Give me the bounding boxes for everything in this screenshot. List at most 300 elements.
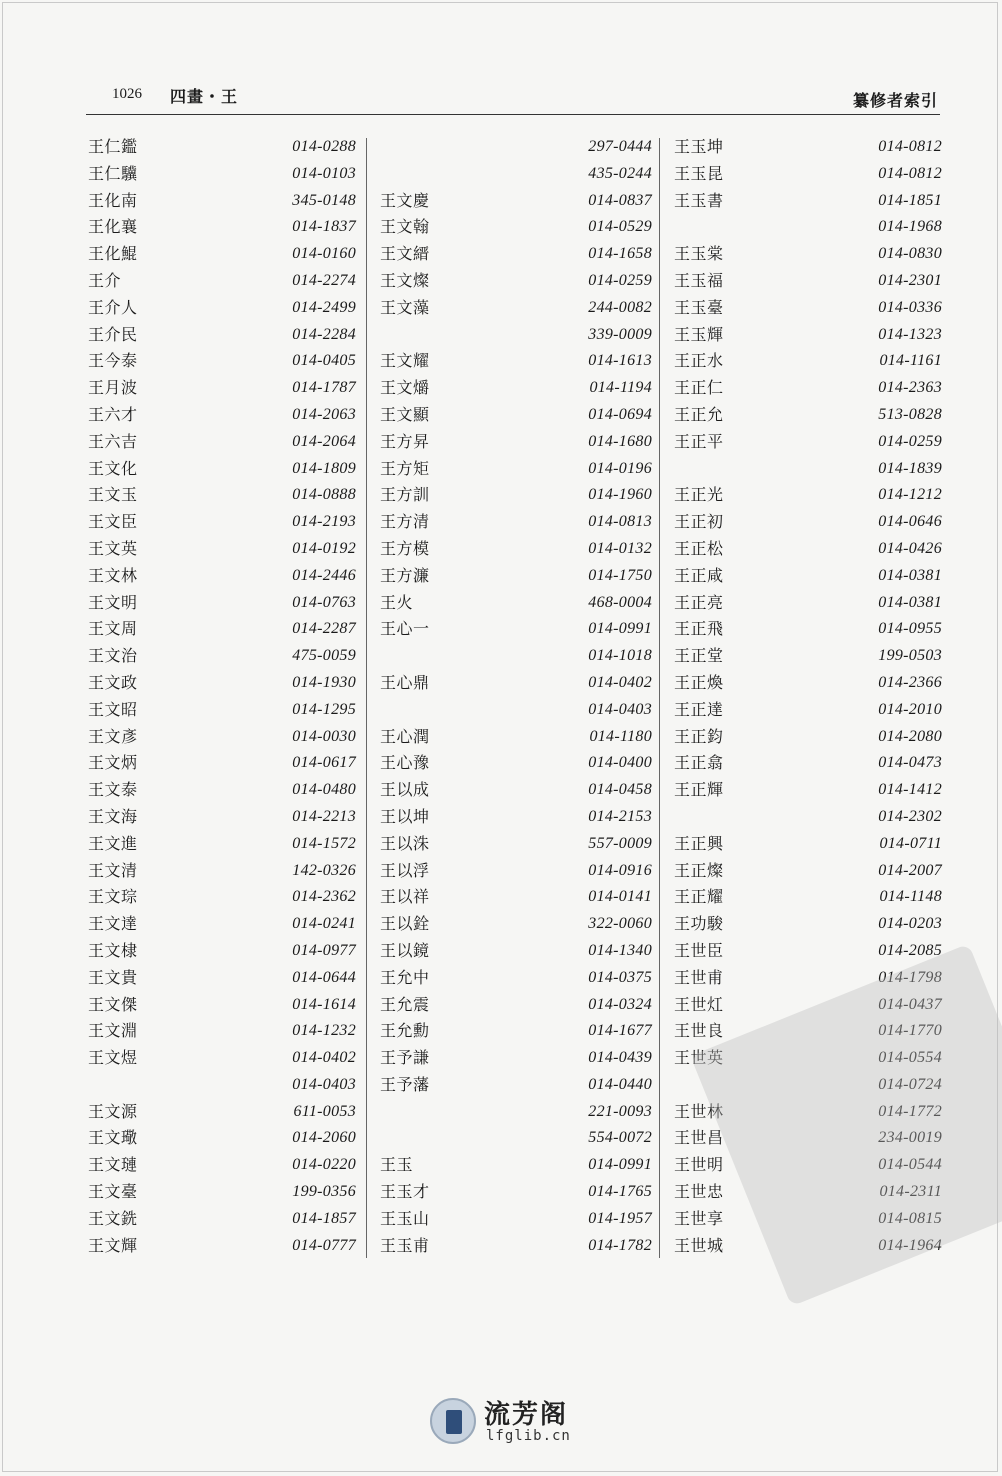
index-entry <box>372 1099 658 1126</box>
reference-code: 014-1212 <box>878 486 942 504</box>
reference-code: 014-1613 <box>588 352 652 370</box>
compiler-name: 王文貴 <box>88 967 138 987</box>
reference-code: 014-0400 <box>588 754 652 772</box>
index-entry <box>666 295 948 322</box>
index-entry <box>666 590 948 617</box>
compiler-name: 王正翕 <box>674 753 724 773</box>
compiler-name: 王文淵 <box>88 1021 138 1041</box>
index-entry <box>372 241 658 268</box>
index-entry <box>666 643 948 670</box>
compiler-name: 王文治 <box>88 646 138 666</box>
reference-code: 014-1857 <box>292 1209 356 1227</box>
reference-code: 014-0617 <box>292 754 356 772</box>
compiler-name: 王以銓 <box>380 914 430 934</box>
compiler-name: 王方模 <box>380 538 430 558</box>
reference-code: 014-0288 <box>292 138 356 155</box>
index-entry <box>666 911 948 938</box>
index-entry <box>80 750 362 777</box>
index-entry <box>372 911 658 938</box>
index-entry <box>666 804 948 831</box>
compiler-name: 王玉甫 <box>380 1235 430 1255</box>
reference-code: 199-0503 <box>878 647 942 665</box>
compiler-name: 王以浮 <box>380 860 430 880</box>
reference-code: 345-0148 <box>292 191 356 209</box>
index-entry <box>372 938 658 965</box>
reference-code: 014-0694 <box>588 405 652 423</box>
reference-code: 014-0763 <box>292 593 356 611</box>
index-entry <box>80 965 362 992</box>
index-entry <box>666 563 948 590</box>
compiler-name: 王文清 <box>88 860 138 880</box>
index-entry <box>80 134 362 161</box>
index-entry <box>372 563 658 590</box>
compiler-name: 王月波 <box>88 378 138 398</box>
index-entry <box>80 482 362 509</box>
compiler-name: 王心鼎 <box>380 672 430 692</box>
index-column-2 <box>372 134 658 1259</box>
reference-code: 014-1018 <box>588 647 652 665</box>
reference-code: 014-0529 <box>588 218 652 236</box>
compiler-name: 王文燦 <box>380 270 430 290</box>
reference-code: 554-0072 <box>588 1129 652 1147</box>
reference-code: 014-1412 <box>878 781 942 799</box>
index-entry <box>666 884 948 911</box>
index-entry <box>372 1045 658 1072</box>
index-entry <box>666 724 948 751</box>
compiler-name: 王心潤 <box>380 726 430 746</box>
reference-code: 014-1787 <box>292 379 356 397</box>
reference-code: 557-0009 <box>588 834 652 852</box>
compiler-name: 王正達 <box>674 699 724 719</box>
index-entry <box>80 911 362 938</box>
reference-code: 014-0375 <box>588 968 652 986</box>
index-entry <box>80 670 362 697</box>
index-entry <box>372 1018 658 1045</box>
reference-code: 014-0480 <box>292 781 356 799</box>
compiler-name: 王玉輝 <box>674 324 724 344</box>
index-title: 纂修者索引 <box>852 91 938 110</box>
reference-code: 014-1180 <box>589 727 652 745</box>
reference-code: 244-0082 <box>588 298 652 316</box>
compiler-name: 王化襄 <box>88 217 138 237</box>
reference-code: 014-2153 <box>588 807 652 825</box>
reference-code: 014-1572 <box>292 834 356 852</box>
reference-code: 014-1680 <box>588 432 652 450</box>
index-entry <box>372 295 658 322</box>
compiler-name: 王正鈞 <box>674 726 724 746</box>
index-entry <box>666 241 948 268</box>
compiler-name: 王六才 <box>88 404 138 424</box>
page-number: 1026 <box>112 86 142 102</box>
column-divider <box>659 138 660 1258</box>
compiler-name: 王玉 <box>380 1155 414 1175</box>
index-entry <box>666 750 948 777</box>
section-title: 四畫・王 <box>170 87 239 106</box>
compiler-name: 王世灴 <box>674 994 724 1014</box>
index-entry <box>80 295 362 322</box>
compiler-name: 王正耀 <box>674 887 724 907</box>
reference-code: 339-0009 <box>588 325 652 343</box>
reference-code: 014-1957 <box>588 1209 652 1227</box>
reference-code: 014-0381 <box>878 593 942 611</box>
compiler-name: 王方清 <box>380 512 430 532</box>
compiler-name: 王介 <box>88 270 122 290</box>
compiler-name: 王文昭 <box>88 699 138 719</box>
reference-code: 014-1851 <box>878 191 942 209</box>
compiler-name: 王允中 <box>380 967 430 987</box>
compiler-name: 王方濂 <box>380 565 430 585</box>
index-entry <box>666 268 948 295</box>
compiler-name: 王文進 <box>88 833 138 853</box>
index-entry <box>372 590 658 617</box>
index-entry <box>372 643 658 670</box>
index-entry <box>372 1179 658 1206</box>
compiler-name: 王正允 <box>674 404 724 424</box>
index-entry <box>372 214 658 241</box>
index-entry <box>80 1099 362 1126</box>
index-entry <box>666 938 948 965</box>
reference-code: 014-0403 <box>588 700 652 718</box>
reference-code: 014-1839 <box>878 459 942 477</box>
index-entry <box>80 1018 362 1045</box>
compiler-name: 王文輝 <box>88 1235 138 1255</box>
compiler-name: 王文縉 <box>380 244 430 264</box>
index-entry <box>80 938 362 965</box>
compiler-name: 王以坤 <box>380 806 430 826</box>
compiler-name: 王正煥 <box>674 672 724 692</box>
compiler-name: 王以祥 <box>380 887 430 907</box>
compiler-name: 王文泰 <box>88 780 138 800</box>
reference-code: 014-0160 <box>292 245 356 263</box>
compiler-name: 王文傑 <box>88 994 138 1014</box>
compiler-name: 王玉福 <box>674 270 724 290</box>
index-entry <box>80 643 362 670</box>
reference-code: 014-2499 <box>292 298 356 316</box>
compiler-name: 王文政 <box>88 672 138 692</box>
reference-code: 513-0828 <box>878 405 942 423</box>
compiler-name: 王文臣 <box>88 512 138 532</box>
reference-code: 014-0711 <box>879 834 942 852</box>
compiler-name: 王文海 <box>88 806 138 826</box>
index-entry <box>666 322 948 349</box>
reference-code: 142-0326 <box>292 861 356 879</box>
compiler-name: 王正飛 <box>674 619 724 639</box>
reference-code: 014-0241 <box>292 915 356 933</box>
compiler-name: 王文林 <box>88 565 138 585</box>
compiler-name: 王允勳 <box>380 1021 430 1041</box>
compiler-name: 王介民 <box>88 324 138 344</box>
reference-code: 014-2362 <box>292 888 356 906</box>
reference-code: 014-0458 <box>588 781 652 799</box>
reference-code: 014-0812 <box>878 164 942 182</box>
reference-code: 014-0991 <box>588 1156 652 1174</box>
compiler-name: 王正平 <box>674 431 724 451</box>
index-entry <box>372 1233 658 1260</box>
compiler-name: 王世林 <box>674 1101 724 1121</box>
logo-title: 流芳阁 <box>484 1400 569 1430</box>
reference-code: 014-0439 <box>588 1049 652 1067</box>
index-entry <box>666 831 948 858</box>
reference-code: 014-0646 <box>878 513 942 531</box>
index-entry <box>80 536 362 563</box>
compiler-name: 王予藩 <box>380 1074 430 1094</box>
compiler-name: 王玉棠 <box>674 244 724 264</box>
reference-code: 014-0132 <box>588 539 652 557</box>
reference-code: 014-0977 <box>292 941 356 959</box>
index-entry <box>666 375 948 402</box>
compiler-name: 王功駿 <box>674 914 724 934</box>
index-entry <box>372 965 658 992</box>
book-icon <box>430 1398 476 1444</box>
reference-code: 014-1148 <box>879 888 942 906</box>
reference-code: 014-2284 <box>292 325 356 343</box>
reference-code: 014-1930 <box>292 673 356 691</box>
reference-code: 014-0030 <box>292 727 356 745</box>
reference-code: 014-0405 <box>292 352 356 370</box>
index-entry <box>372 1125 658 1152</box>
index-entry <box>80 616 362 643</box>
reference-code: 014-2193 <box>292 513 356 531</box>
index-entry <box>372 348 658 375</box>
compiler-name: 王正輝 <box>674 780 724 800</box>
reference-code: 014-0724 <box>878 1075 942 1093</box>
index-entry <box>80 1206 362 1233</box>
reference-code: 014-2366 <box>878 673 942 691</box>
index-entry <box>666 456 948 483</box>
reference-code: 014-1323 <box>878 325 942 343</box>
compiler-name: 王火 <box>380 592 414 612</box>
site-logo <box>430 1394 590 1450</box>
compiler-name: 王文爝 <box>380 378 430 398</box>
reference-code: 014-2085 <box>878 941 942 959</box>
reference-code: 014-2274 <box>292 271 356 289</box>
index-entry <box>80 884 362 911</box>
index-entry <box>372 1072 658 1099</box>
reference-code: 014-1964 <box>878 1236 942 1254</box>
index-entry <box>80 563 362 590</box>
reference-code: 014-1340 <box>588 941 652 959</box>
reference-code: 014-2446 <box>292 566 356 584</box>
index-entry <box>372 616 658 643</box>
reference-code: 014-2080 <box>878 727 942 745</box>
compiler-name: 王文璉 <box>88 1155 138 1175</box>
reference-code: 014-0426 <box>878 539 942 557</box>
reference-code: 014-1782 <box>588 1236 652 1254</box>
index-entry <box>80 429 362 456</box>
reference-code: 014-1765 <box>588 1183 652 1201</box>
reference-code: 014-0812 <box>878 138 942 155</box>
reference-code: 014-0544 <box>878 1156 942 1174</box>
reference-code: 014-1837 <box>292 218 356 236</box>
reference-code: 014-1614 <box>292 995 356 1013</box>
compiler-name: 王文翰 <box>380 217 430 237</box>
index-entry <box>80 804 362 831</box>
compiler-name: 王正咸 <box>674 565 724 585</box>
index-entry <box>372 992 658 1019</box>
index-entry <box>666 482 948 509</box>
reference-code: 014-0440 <box>588 1075 652 1093</box>
index-entry <box>80 1125 362 1152</box>
compiler-name: 王正堂 <box>674 646 724 666</box>
index-entry <box>666 536 948 563</box>
compiler-name: 王正燦 <box>674 860 724 880</box>
index-entry <box>666 697 948 724</box>
reference-code: 014-2363 <box>878 379 942 397</box>
reference-code: 014-0103 <box>292 164 356 182</box>
index-entry <box>372 482 658 509</box>
compiler-name: 王文源 <box>88 1101 138 1121</box>
compiler-name: 王文英 <box>88 538 138 558</box>
compiler-name: 王世城 <box>674 1235 724 1255</box>
index-entry <box>372 831 658 858</box>
index-entry <box>80 161 362 188</box>
compiler-name: 王文周 <box>88 619 138 639</box>
reference-code: 014-2060 <box>292 1129 356 1147</box>
header-rule <box>86 114 940 115</box>
index-entry <box>80 697 362 724</box>
index-entry <box>372 1152 658 1179</box>
compiler-name: 王正光 <box>674 485 724 505</box>
index-entry <box>666 214 948 241</box>
reference-code: 014-0381 <box>878 566 942 584</box>
compiler-name: 王予謙 <box>380 1048 430 1068</box>
reference-code: 014-0815 <box>878 1209 942 1227</box>
reference-code: 014-2010 <box>878 700 942 718</box>
index-entry <box>80 268 362 295</box>
index-entry <box>372 375 658 402</box>
reference-code: 014-0837 <box>588 191 652 209</box>
compiler-name: 王方昇 <box>380 431 430 451</box>
reference-code: 475-0059 <box>292 647 356 665</box>
reference-code: 297-0444 <box>588 138 652 155</box>
index-entry <box>80 509 362 536</box>
index-entry <box>372 134 658 161</box>
reference-code: 014-0259 <box>878 432 942 450</box>
reference-code: 014-2007 <box>878 861 942 879</box>
compiler-name: 王化鯤 <box>88 244 138 264</box>
reference-code: 014-0473 <box>878 754 942 772</box>
reference-code: 199-0356 <box>292 1183 356 1201</box>
reference-code: 221-0093 <box>588 1102 652 1120</box>
reference-code: 014-0437 <box>878 995 942 1013</box>
index-entry <box>372 750 658 777</box>
compiler-name: 王文耀 <box>380 351 430 371</box>
reference-code: 014-0203 <box>878 915 942 933</box>
compiler-name: 王文玉 <box>88 485 138 505</box>
logo-url: lfglib.cn <box>486 1428 571 1444</box>
reference-code: 014-1809 <box>292 459 356 477</box>
index-entry <box>80 402 362 429</box>
reference-code: 014-0644 <box>292 968 356 986</box>
reference-code: 014-0403 <box>292 1075 356 1093</box>
index-entry <box>666 429 948 456</box>
index-entry <box>666 161 948 188</box>
index-entry <box>372 697 658 724</box>
index-entry <box>80 1233 362 1260</box>
compiler-name: 王以鏡 <box>380 940 430 960</box>
index-entry <box>80 214 362 241</box>
page-header <box>90 82 940 112</box>
index-entry <box>372 858 658 885</box>
compiler-name: 王正初 <box>674 512 724 532</box>
compiler-name: 王心豫 <box>380 753 430 773</box>
reference-code: 014-1968 <box>878 218 942 236</box>
reference-code: 014-1232 <box>292 1022 356 1040</box>
compiler-name: 王文彥 <box>88 726 138 746</box>
reference-code: 014-1161 <box>879 352 942 370</box>
index-entry <box>80 322 362 349</box>
column-divider <box>366 138 367 1258</box>
index-entry <box>666 348 948 375</box>
compiler-name: 王世英 <box>674 1048 724 1068</box>
compiler-name: 王文炳 <box>88 753 138 773</box>
index-entry <box>372 804 658 831</box>
index-entry <box>372 884 658 911</box>
reference-code: 014-0402 <box>292 1049 356 1067</box>
compiler-name: 王文棣 <box>88 940 138 960</box>
compiler-name: 王文慶 <box>380 190 430 210</box>
reference-code: 468-0004 <box>588 593 652 611</box>
reference-code: 014-1750 <box>588 566 652 584</box>
reference-code: 014-0220 <box>292 1156 356 1174</box>
compiler-name: 王文銑 <box>88 1208 138 1228</box>
reference-code: 611-0053 <box>293 1102 356 1120</box>
index-entry <box>372 456 658 483</box>
compiler-name: 王允震 <box>380 994 430 1014</box>
index-entry <box>372 268 658 295</box>
compiler-name: 王介人 <box>88 297 138 317</box>
index-entry <box>372 161 658 188</box>
index-entry <box>372 188 658 215</box>
reference-code: 014-2064 <box>292 432 356 450</box>
index-entry <box>80 590 362 617</box>
reference-code: 014-0777 <box>292 1236 356 1254</box>
reference-code: 014-1798 <box>878 968 942 986</box>
index-entry <box>372 509 658 536</box>
compiler-name: 王正亮 <box>674 592 724 612</box>
compiler-name: 王文化 <box>88 458 138 478</box>
index-entry <box>80 456 362 483</box>
compiler-name: 王玉臺 <box>674 297 724 317</box>
index-entry <box>372 777 658 804</box>
compiler-name: 王方訓 <box>380 485 430 505</box>
reference-code: 014-0324 <box>588 995 652 1013</box>
index-entry <box>80 1072 362 1099</box>
index-entry <box>80 724 362 751</box>
reference-code: 234-0019 <box>878 1129 942 1147</box>
compiler-name: 王今泰 <box>88 351 138 371</box>
index-entry <box>666 188 948 215</box>
compiler-name: 王玉昆 <box>674 163 724 183</box>
compiler-name: 王仁驥 <box>88 163 138 183</box>
compiler-name: 王世臣 <box>674 940 724 960</box>
reference-code: 014-0402 <box>588 673 652 691</box>
compiler-name: 王玉山 <box>380 1208 430 1228</box>
index-entry <box>666 616 948 643</box>
reference-code: 435-0244 <box>588 164 652 182</box>
index-entry <box>80 348 362 375</box>
reference-code: 014-0192 <box>292 539 356 557</box>
compiler-name: 王正水 <box>674 351 724 371</box>
compiler-name: 王玉書 <box>674 190 724 210</box>
compiler-name: 王玉才 <box>380 1182 430 1202</box>
index-entry <box>80 375 362 402</box>
index-entry <box>80 241 362 268</box>
index-entry <box>80 188 362 215</box>
compiler-name: 王化南 <box>88 190 138 210</box>
reference-code: 014-1772 <box>878 1102 942 1120</box>
compiler-name: 王正仁 <box>674 378 724 398</box>
